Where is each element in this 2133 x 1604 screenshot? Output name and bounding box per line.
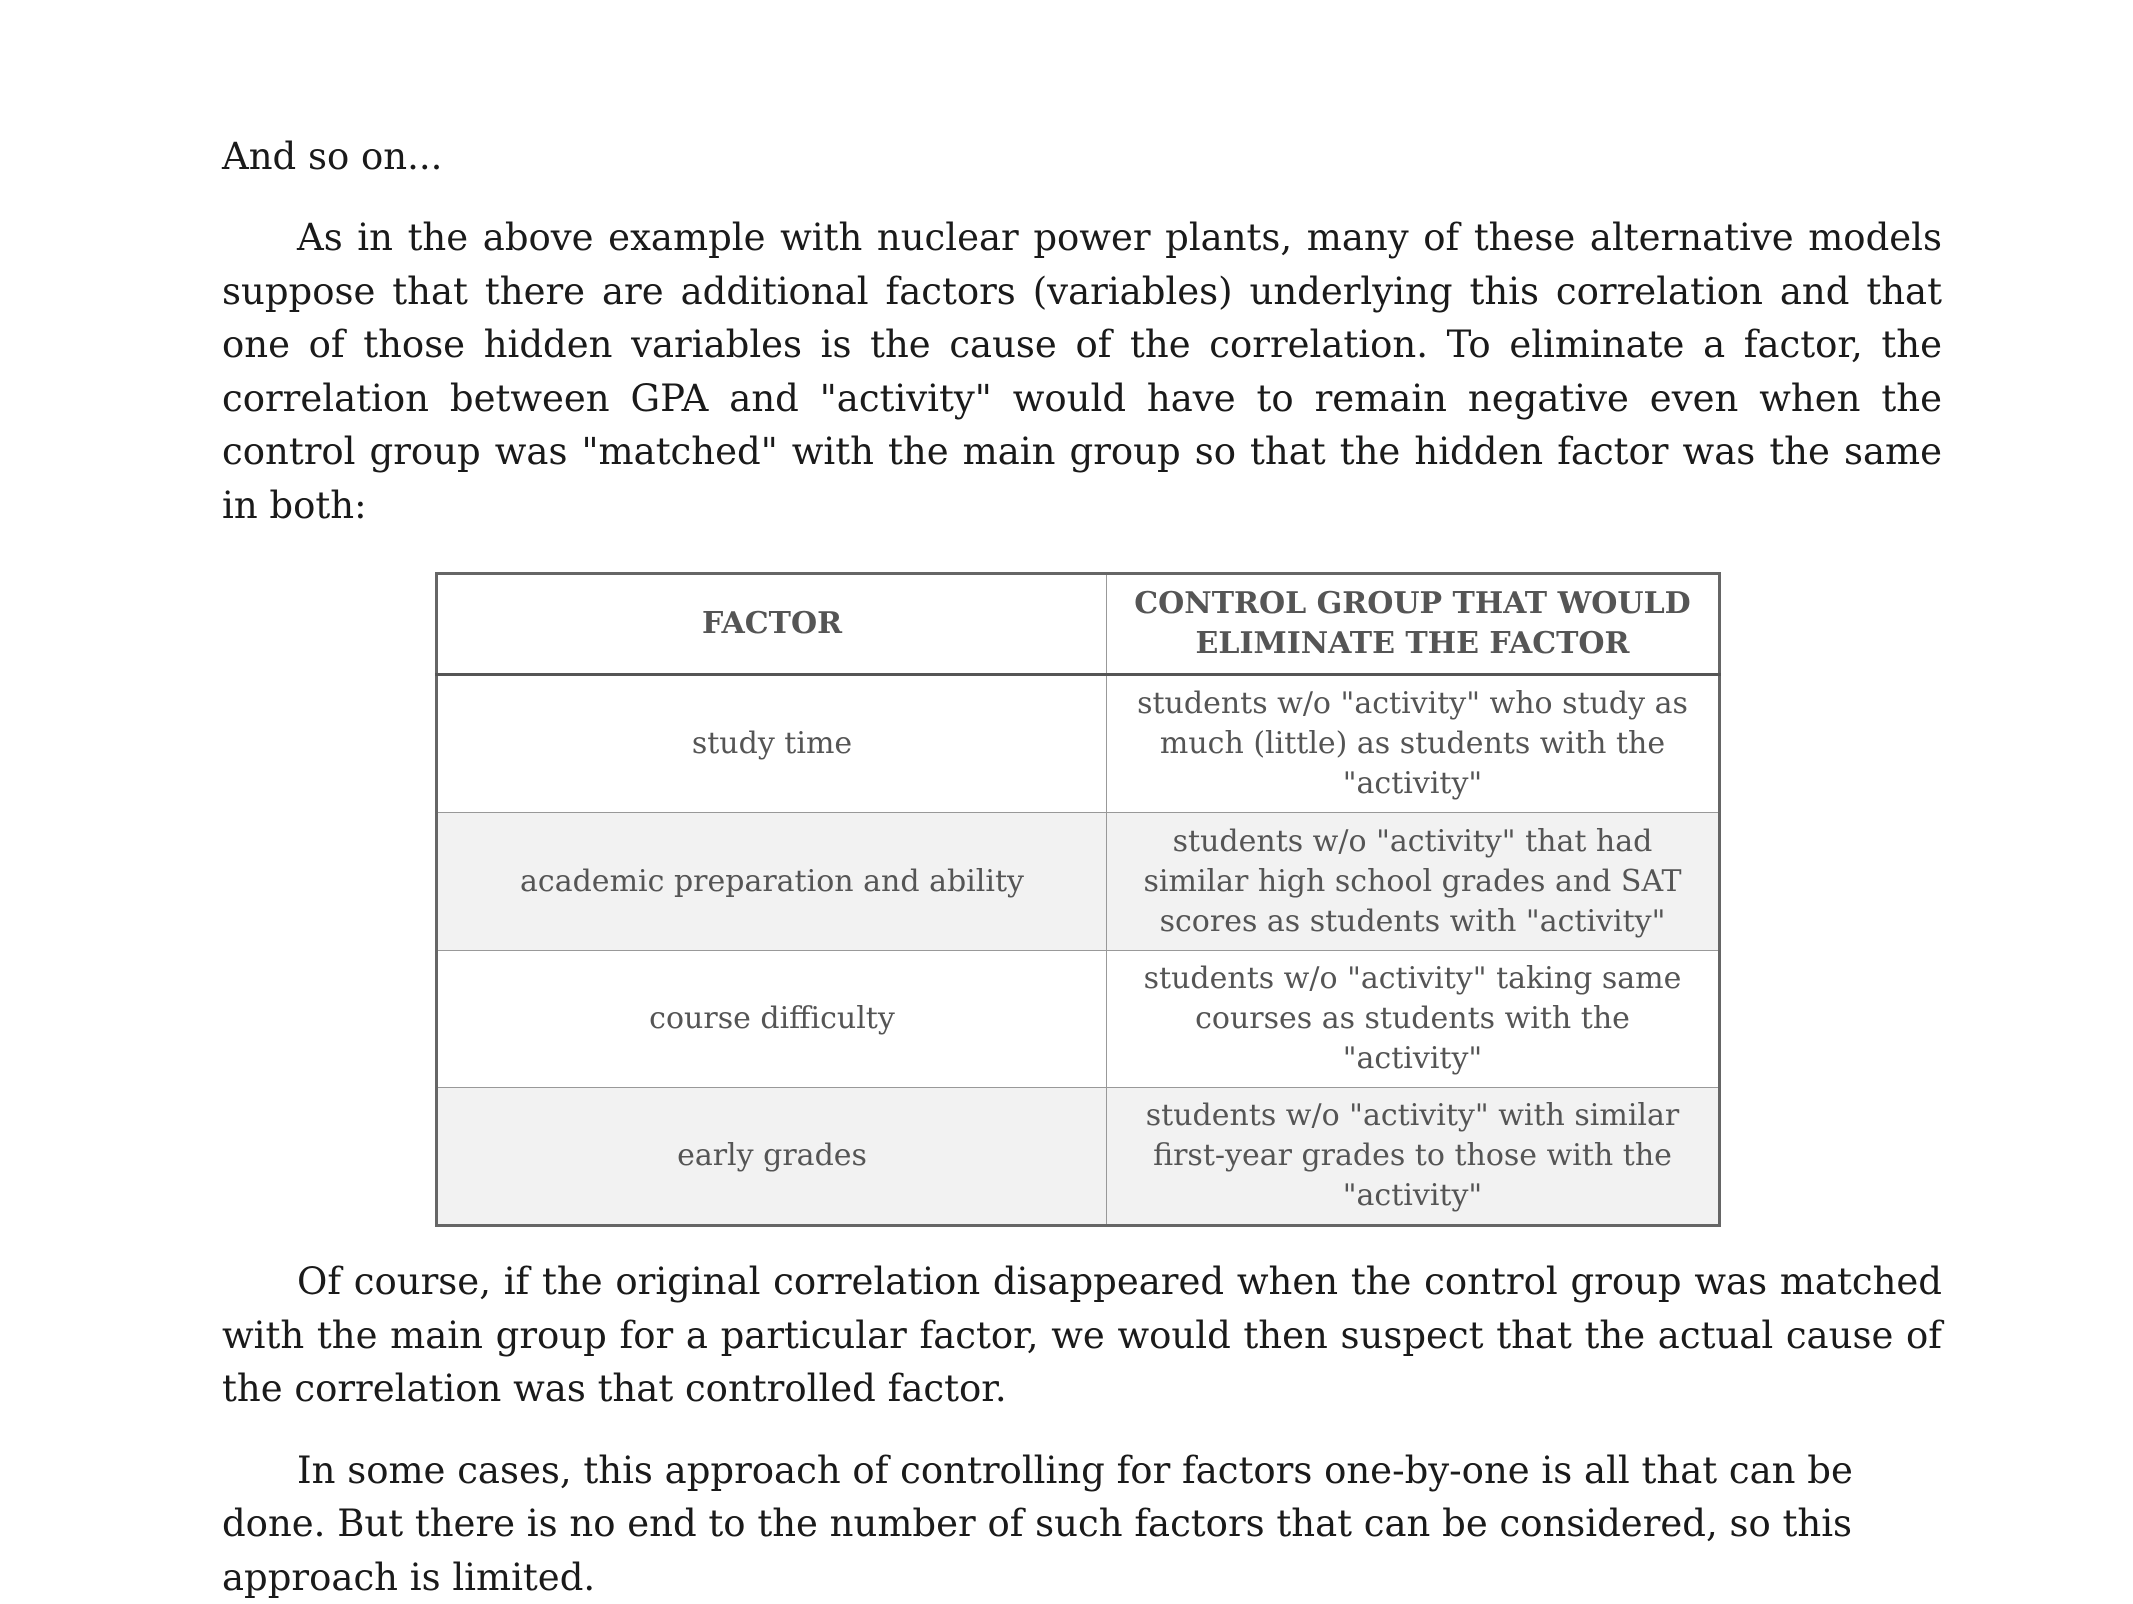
control-cell: students w/o "activity" who study as much (little) as students with the "activity" bbox=[1107, 675, 1720, 813]
paragraph-approach-limited: In some cases, this approach of controlling for factors one-by-one is all that can be done. But there is no end to the number of such factors that can be considered, so this approach is limited. bbox=[222, 1444, 1942, 1604]
control-cell: students w/o "activity" that had similar high school grades and SAT scores as students with "activity" bbox=[1107, 813, 1720, 951]
factor-cell: academic preparation and ability bbox=[437, 813, 1107, 951]
control-cell: students w/o "activity" with similar first-year grades to those with the "activity" bbox=[1107, 1088, 1720, 1226]
document-page bbox=[222, 130, 1942, 1604]
factor-cell: course difficulty bbox=[437, 951, 1107, 1088]
factor-cell: study time bbox=[437, 675, 1107, 813]
table-row bbox=[437, 675, 1720, 813]
table-row bbox=[437, 951, 1720, 1088]
factor-cell: early grades bbox=[437, 1088, 1107, 1226]
table-row bbox=[437, 1088, 1720, 1226]
intro-line: And so on... bbox=[222, 130, 1942, 183]
factor-table bbox=[435, 572, 1721, 1227]
control-cell: students w/o "activity" taking same courses as students with the "activity" bbox=[1107, 951, 1720, 1088]
header-factor: FACTOR bbox=[437, 574, 1107, 675]
header-control-group: CONTROL GROUP THAT WOULD ELIMINATE THE FACTOR bbox=[1107, 574, 1720, 675]
paragraph-correlation-disappeared: Of course, if the original correlation disappeared when the control group was matched with the main group for a particular factor, we would then suspect that the actual cause of the correlation was that controlled factor. bbox=[222, 1255, 1942, 1416]
paragraph-hidden-factors: As in the above example with nuclear power plants, many of these alternative models suppose that there are additional factors (variables) underlying this correlation and that one of those hidden variables is the cause of the correlation. To eliminate a factor, the correlation between GPA and "activity" would have to remain negative even when the control group was "matched" with the main group so that the hidden factor was the same in both: bbox=[222, 211, 1942, 532]
table-row bbox=[437, 813, 1720, 951]
table-header-row bbox=[437, 574, 1720, 675]
factor-table-container bbox=[435, 572, 1721, 1227]
